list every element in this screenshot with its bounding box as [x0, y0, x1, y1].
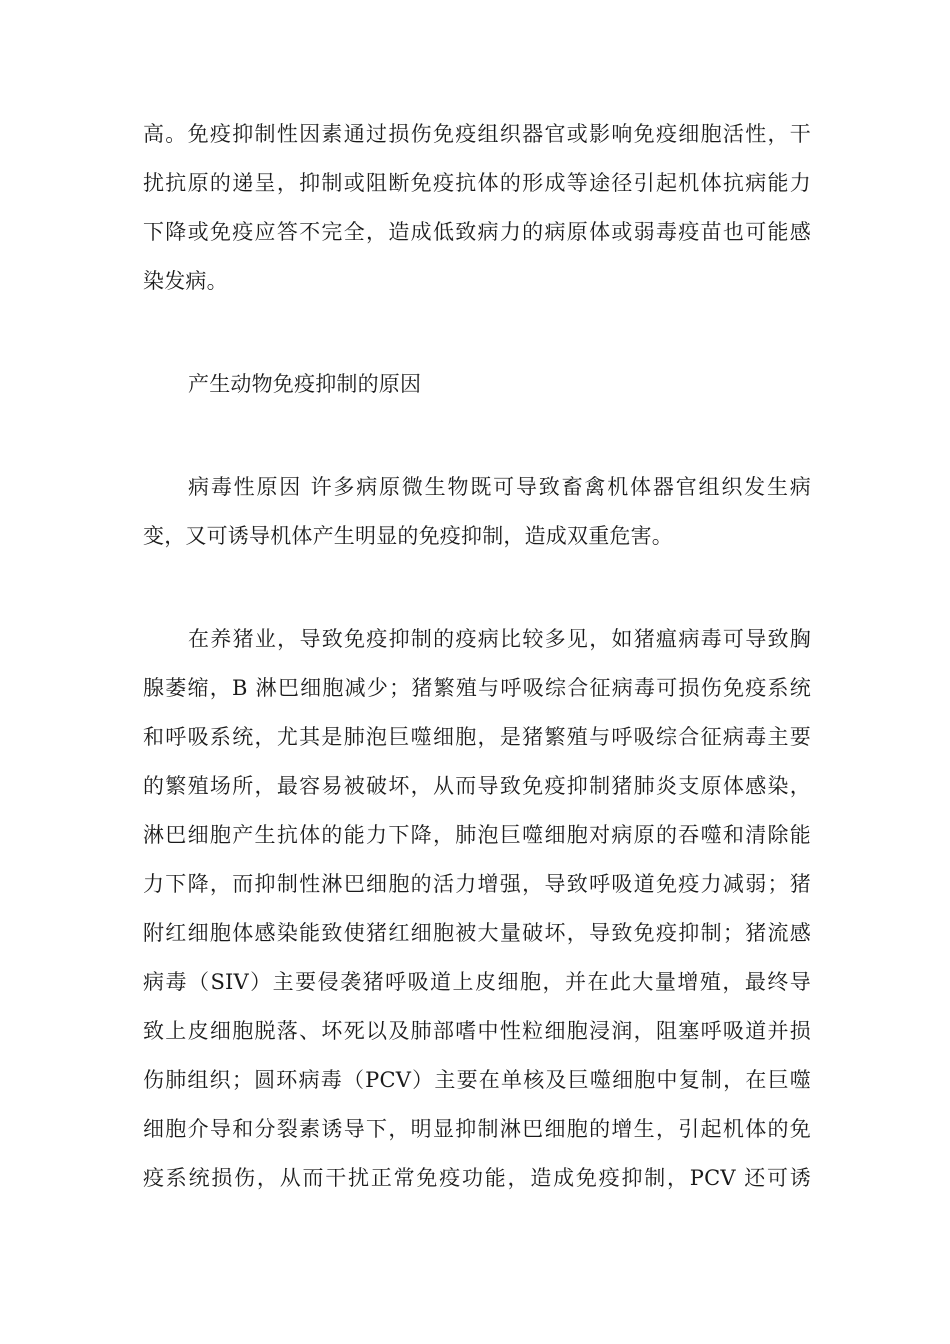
paragraph-3-line-4: 的繁殖场所，最容易被破坏，从而导致免疫抑制猪肺炎支原体感染， [143, 774, 811, 798]
paragraph-3-line-10: 伤肺组织；圆环病毒（PCV）主要在单核及巨噬细胞中复制，在巨噬 [143, 1068, 811, 1092]
paragraph-1-line-4: 染发病。 [143, 269, 228, 293]
paragraph-3-line-12: 疫系统损伤，从而干扰正常免疫功能，造成免疫抑制，PCV 还可诱 [143, 1166, 811, 1190]
paragraph-2-line-1: 病毒性原因 许多病原微生物既可导致畜禽机体器官组织发生病 [188, 475, 811, 499]
section-heading: 产生动物免疫抑制的原因 [188, 372, 422, 396]
paragraph-1-line-2: 扰抗原的递呈，抑制或阻断免疫抗体的形成等途径引起机体抗病能力 [143, 171, 811, 195]
paragraph-3-line-6: 力下降，而抑制性淋巴细胞的活力增强，导致呼吸道免疫力减弱；猪 [143, 872, 811, 896]
paragraph-3-line-1: 在养猪业，导致免疫抑制的疫病比较多见，如猪瘟病毒可导致胸 [188, 627, 811, 651]
paragraph-1-line-3: 下降或免疫应答不完全，造成低致病力的病原体或弱毒疫苗也可能感 [143, 220, 811, 244]
paragraph-3-line-8: 病毒（SIV）主要侵袭猪呼吸道上皮细胞，并在此大量增殖，最终导 [143, 970, 811, 994]
paragraph-3-line-3: 和呼吸系统，尤其是肺泡巨噬细胞，是猪繁殖与呼吸综合征病毒主要 [143, 725, 811, 749]
paragraph-1-line-1: 高。免疫抑制性因素通过损伤免疫组织器官或影响免疫细胞活性，干 [143, 122, 811, 146]
paragraph-3-line-2: 腺萎缩，B 淋巴细胞减少；猪繁殖与呼吸综合征病毒可损伤免疫系统 [143, 676, 811, 700]
paragraph-2-line-2: 变，又可诱导机体产生明显的免疫抑制，造成双重危害。 [143, 524, 673, 548]
paragraph-3-line-5: 淋巴细胞产生抗体的能力下降，肺泡巨噬细胞对病原的吞噬和清除能 [143, 823, 811, 847]
paragraph-3-line-7: 附红细胞体感染能致使猪红细胞被大量破坏，导致免疫抑制；猪流感 [143, 921, 811, 945]
paragraph-3-line-9: 致上皮细胞脱落、坏死以及肺部嗜中性粒细胞浸润，阻塞呼吸道并损 [143, 1019, 811, 1043]
paragraph-3-line-11: 细胞介导和分裂素诱导下，明显抑制淋巴细胞的增生，引起机体的免 [143, 1117, 811, 1141]
